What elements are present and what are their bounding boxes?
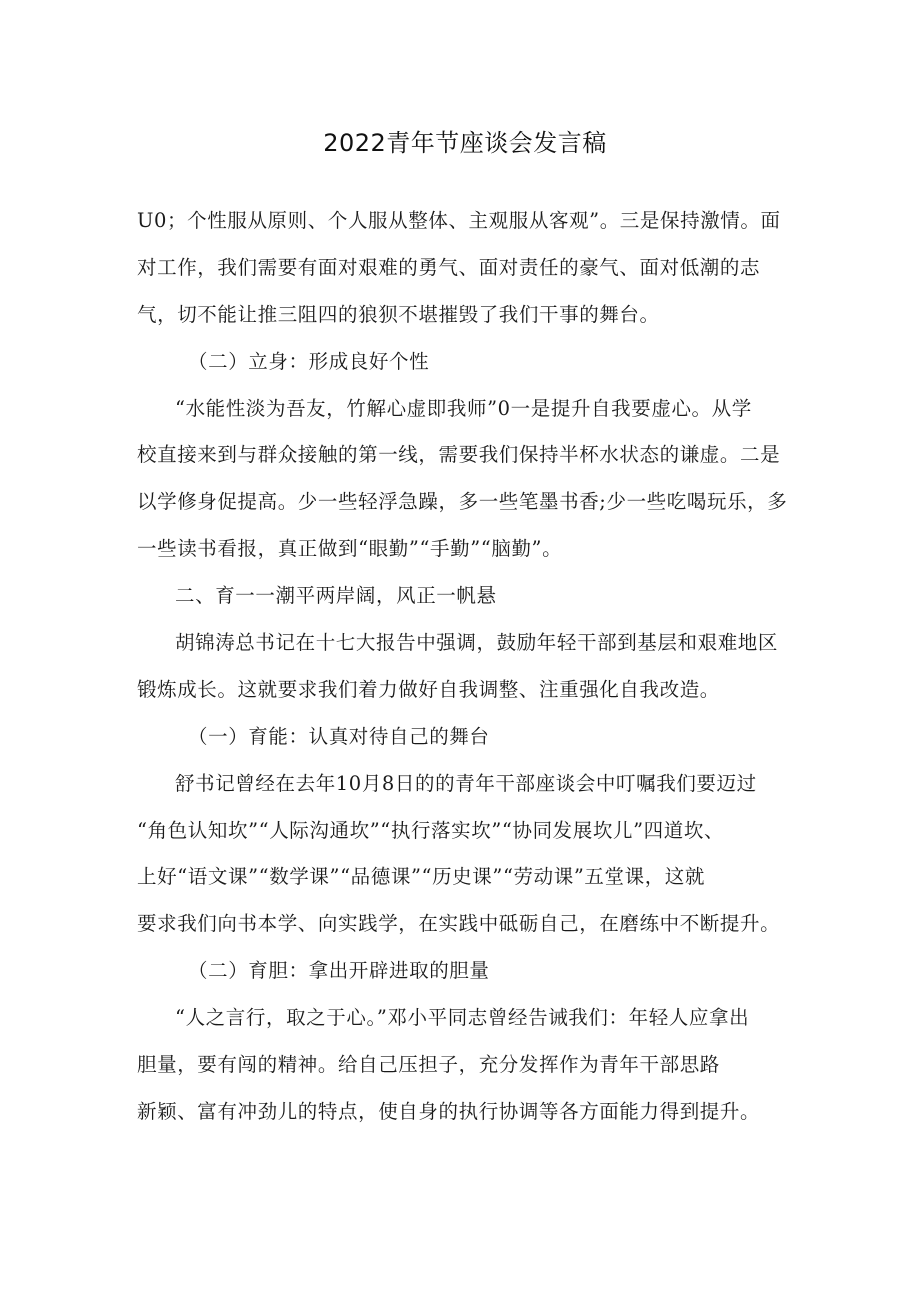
text-line: （二）立身：形成良好个性 xyxy=(188,349,430,373)
text-line: 胡锦涛总书记在十七大报告中强调，鼓励年轻干部到基层和艰难地区 xyxy=(175,631,779,655)
text-line: “水能性淡为吾友，竹解心虚即我师”0一是提升自我要虚心。从学 xyxy=(175,396,752,420)
text-line: 舒书记曾经在去年10月8日的的青年干部座谈会中叮嘱我们要迈过 xyxy=(175,771,757,795)
text-line: 胆量，要有闯的精神。给自己压担子，充分发挥作为青年干部思路 xyxy=(137,1053,720,1077)
text-line: U0；个性服从原则、个人服从整体、主观服从客观”。三是保持激情。面 xyxy=(137,209,781,232)
text-line: 新颖、富有冲劲儿的特点，使自身的执行协调等各方面能力得到提升。 xyxy=(137,1099,761,1123)
text-line: 气，切不能让推三阻四的狼狈不堪摧毁了我们干事的舞台。 xyxy=(137,302,660,326)
text-line: （二）育胆：拿出开辟进取的胆量 xyxy=(188,959,490,983)
text-line: 校直接来到与群众接触的第一线，需要我们保持半杯水状态的谦虚。二是 xyxy=(137,443,781,467)
document-title: 2022青年节座谈会发言稿 xyxy=(323,129,607,157)
text-line: “角色认知坎”“人际沟通坎”“执行落实坎”“协同发展坎儿”四道坎、 xyxy=(137,818,725,842)
text-line: 二、育一一潮平两岸阔，风正一帆悬 xyxy=(175,584,497,608)
text-line: 以学修身促提高。少一些轻浮急躁，多一些笔墨书香;少一些吃喝玩乐，多 xyxy=(137,490,788,514)
text-line: 要求我们向书本学、向实践学，在实践中砥砺自己，在磨练中不断提升。 xyxy=(137,912,781,936)
document-body xyxy=(0,198,920,1136)
text-line: 对工作，我们需要有面对艰难的勇气、面对责任的豪气、面对低潮的志 xyxy=(137,255,761,279)
text-line: （一）育能：认真对待自己的舞台 xyxy=(188,724,490,748)
text-line: 锻炼成长。这就要求我们着力做好自我调整、注重强化自我改造。 xyxy=(137,677,720,701)
text-line: 一些读书看报，真正做到“眼勤”“手勤”“脑勤”。 xyxy=(137,537,563,561)
text-line: “人之言行，取之于心。”邓小平同志曾经告诫我们：年轻人应拿出 xyxy=(175,1006,750,1030)
text-line: 上好“语文课”“数学课”“品德课”“历史课”“劳动课”五堂课，这就 xyxy=(137,865,705,889)
